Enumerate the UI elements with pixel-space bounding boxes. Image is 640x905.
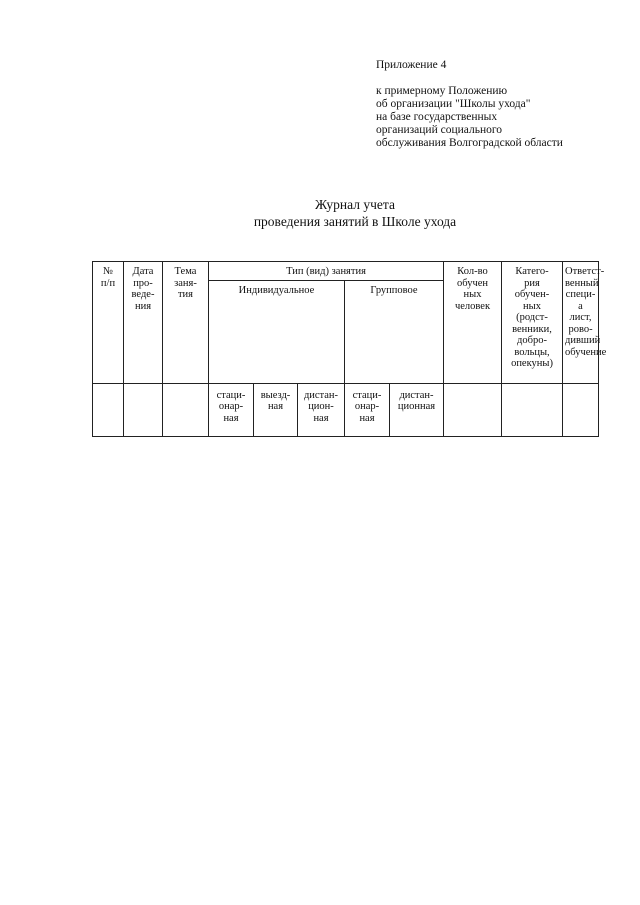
document-title [200,196,510,230]
annex-line: об организации "Школы ухода" [376,98,531,110]
document-title-line-2: проведения занятий в Школе ухода [253,214,457,229]
sub-group-remote: дистан- ционная [390,383,444,436]
sub-column-row [93,383,599,436]
journal-table [92,261,607,437]
header-type: Тип (вид) занятия [209,262,444,281]
header-row [93,262,599,281]
empty-cell [502,383,563,436]
header-topic: Тема заня- тия [163,262,209,384]
header-number: № п/п [93,262,124,384]
header-category: Катего- рия обучен- ных (родст- венники, добро- вольцы, опекуны) [502,262,563,384]
empty-cell [163,383,209,436]
sub-group-stationary: стаци- онар- ная [345,383,390,436]
sub-individual-outreach: выезд- ная [254,383,298,436]
annex-line: на базе государственных [376,111,498,123]
empty-cell [124,383,163,436]
empty-cell [444,383,502,436]
header-individual: Индивидуальное [209,280,345,383]
document-title-line-1: Журнал учета [315,197,395,212]
sub-individual-stationary: стаци- онар- ная [209,383,254,436]
annex-title: Приложение 4 [376,59,447,71]
annex-line: обслуживания Волгоградской области [376,137,563,149]
annex-line: к примерному Положению [376,85,508,97]
empty-cell [563,383,599,436]
header-count: Кол-во обучен ных человек [444,262,502,384]
empty-cell [93,383,124,436]
header-responsible: Ответст- венный специ-а лист, рово- дивший обучение [563,262,599,384]
sub-individual-remote: дистан- цион- ная [298,383,345,436]
header-group: Групповое [345,280,444,383]
header-date: Дата про- веде- ния [124,262,163,384]
annex-block [376,59,616,150]
annex-line: организаций социального [376,124,503,136]
